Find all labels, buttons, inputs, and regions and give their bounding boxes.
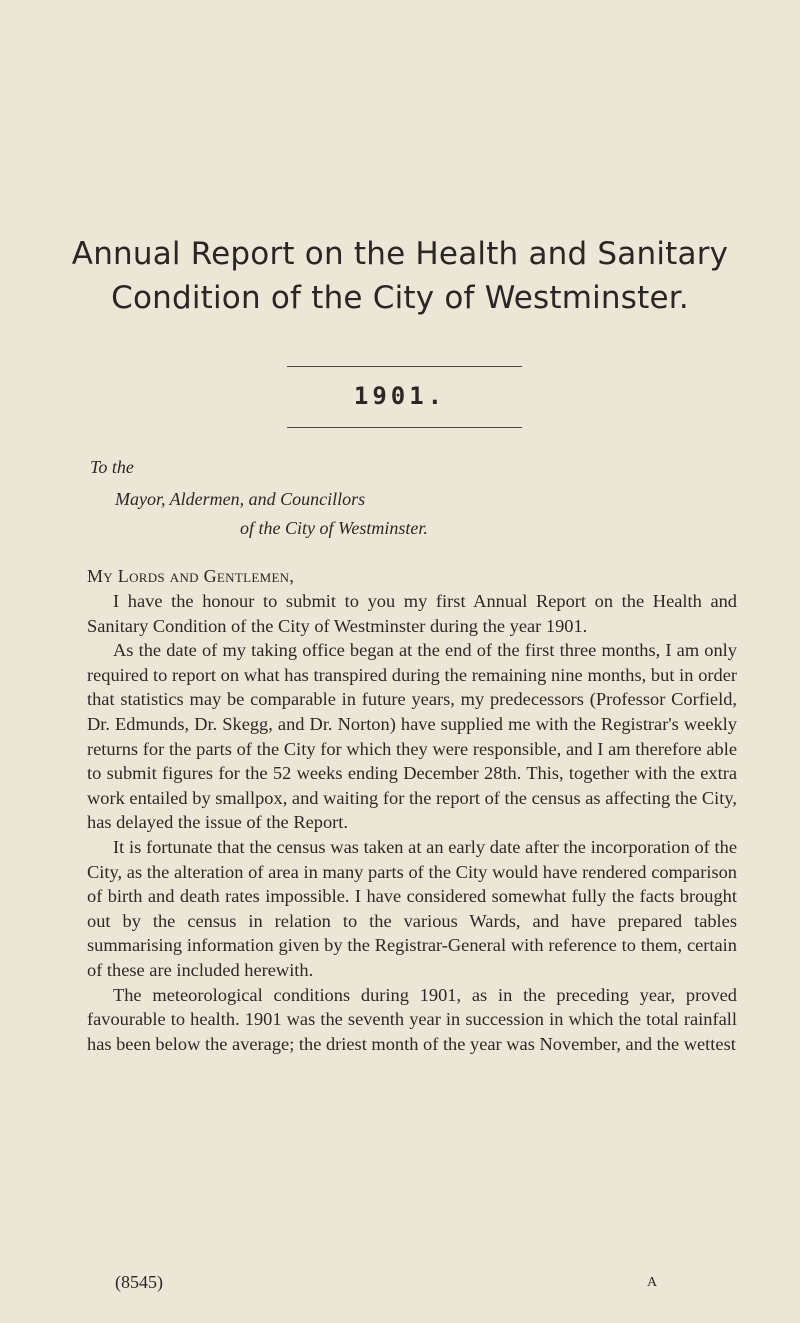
salutation: My Lords and Gentlemen, bbox=[87, 566, 295, 586]
report-title bbox=[40, 232, 760, 320]
paragraph-4: The meteorological conditions during 1901, as in the preceding year, proved favourable to health. 1901 was the seventh year in succession in which the total rainfall has been below the average; the driest month of the year was November, and the wettest bbox=[87, 984, 737, 1054]
paragraph-1: I have the honour to submit to you my first Annual Report on the Health and Sanitary Condition of the City of Westminster during the year 1901. bbox=[87, 591, 737, 636]
divider-bottom bbox=[287, 427, 522, 428]
address-line-1: To the bbox=[90, 457, 134, 477]
title-line-2: Condition of the City of Westminster. bbox=[111, 280, 689, 316]
address-line-3: of the City of Westminster. bbox=[240, 518, 428, 538]
paragraph-2: As the date of my taking office began at the end of the first three months, I am only required to report on what has transpired during the remaining nine months, but in order that statistics may be comparable in future years, my predecessors (Professor Corfield, Dr. Edmunds, Dr. Skegg, and Dr. Norton) have supplied me with the Registrar's weekly returns for the parts of the City for which they were responsible, and I am therefore able to submit figures for the 52 weeks ending December 28th. This, together with the extra work entailed by smallpox, and waiting for the report of the census as affecting the City, has delayed the issue of the Report. bbox=[87, 640, 737, 833]
print-code: (8545) bbox=[115, 1272, 163, 1292]
address-line-2: Mayor, Aldermen, and Councillors bbox=[115, 489, 366, 509]
report-year: 1901. bbox=[353, 382, 447, 410]
divider-top bbox=[287, 366, 522, 367]
title-line-1: Annual Report on the Health and Sanitary bbox=[71, 236, 729, 272]
paragraph-3: It is fortunate that the census was taken at an early date after the incorporation of the City, as the alteration of area in many parts of the City would have rendered comparison of birth and death rates impossible. I have considered somewhat fully the facts brought out by the census in relation to the various Wards, and have prepared tables summarising information given by the Registrar-General with reference to them, certain of these are included herewith. bbox=[87, 836, 737, 980]
report-body bbox=[87, 589, 737, 1056]
signature-mark: A bbox=[647, 1275, 659, 1290]
